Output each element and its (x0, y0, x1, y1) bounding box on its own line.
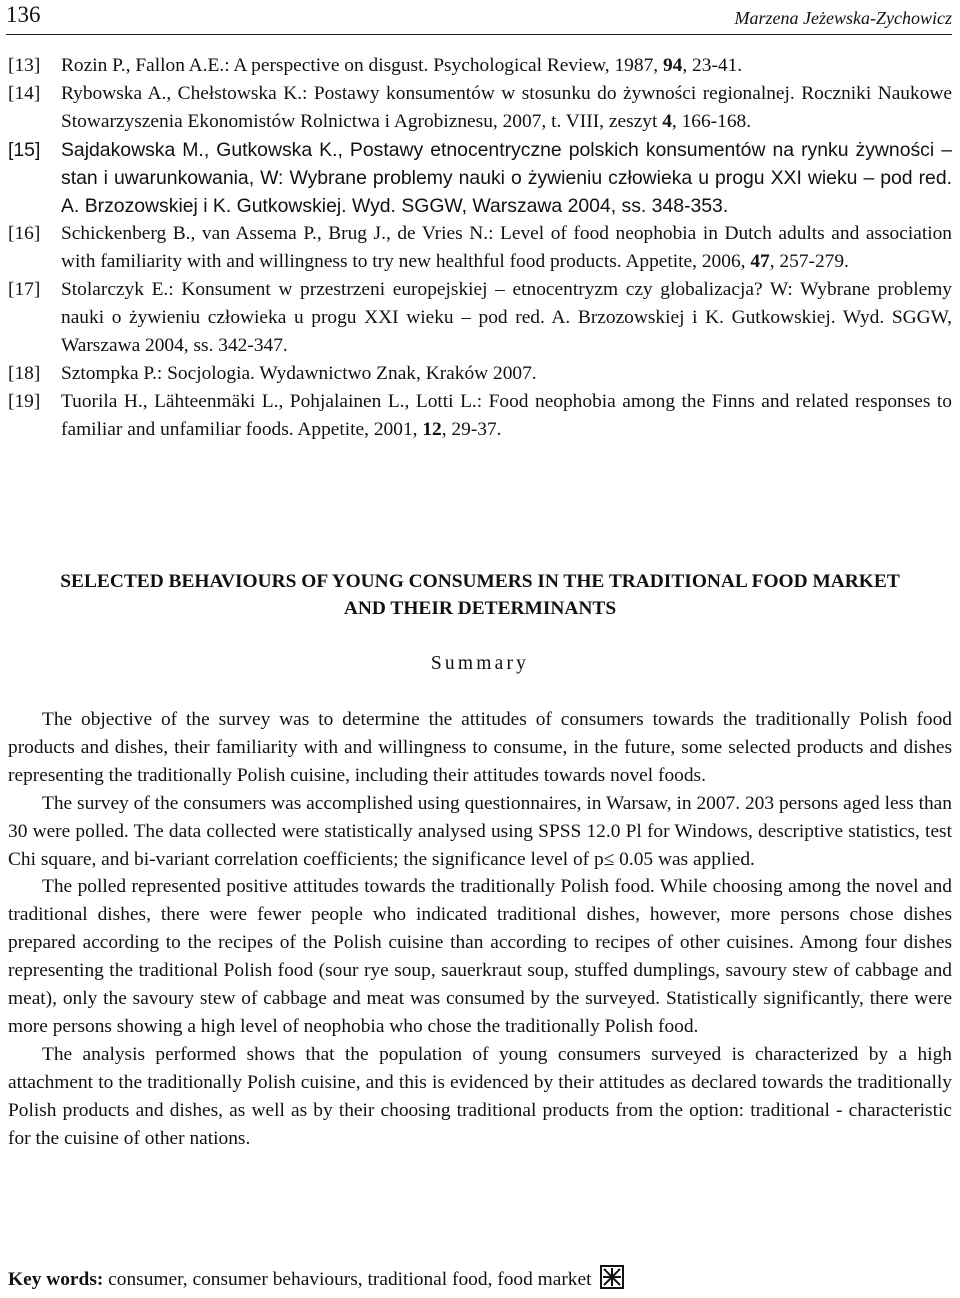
reference-text (61, 391, 952, 440)
end-of-article-mark-icon (600, 1265, 624, 1298)
keywords-line (8, 1265, 952, 1298)
running-head-author: Marzena Jeżewska-Zychowicz (734, 8, 952, 28)
reference-text-run: Rybowska A., Chełstowska K.: Postawy konsumentów w stosunku do żywności regionalnej. Roczniki Naukowe Stowarzyszenia Ekonomistów Rolnictwa i Agrobiznesu, 2007, t. VIII, zeszyt (61, 83, 952, 132)
summary-title: SELECTED BEHAVIOURS OF YOUNG CONSUMERS IN THE TRADITIONAL FOOD MARKET AND THEIR DETERMINANTS (60, 571, 900, 619)
reference-text (61, 223, 952, 272)
reference-list (8, 52, 952, 444)
summary-paragraph: The objective of the survey was to determine the attitudes of consumers towards the traditionally Polish food products and dishes, their familiarity with and willingness to consume, in the future, some selected products and dishes representing the traditionally Polish cuisine, including their attitudes towards novel foods. (8, 709, 952, 786)
reference-text-run: , 166-168. (671, 111, 752, 132)
summary-paragraph: The polled represented positive attitudes towards the traditionally Polish food. While choosing among the novel and traditional dishes, there were fewer people who indicated traditional dishes, however, more persons chose dishes prepared according to the recipes of the Polish cuisine than according to recipes of other cuisines. Among four dishes representing the traditional Polish food (sour rye soup, sauerkraut soup, stuffed dumplings, savoury stew of cabbage and meat), only the savoury stew of cabbage and meat was consumed by the surveyed. Statistically significantly, there were more persons showing a high level of neophobia who chose the traditionally Polish food. (8, 876, 952, 1037)
reference-number: [14] (8, 83, 41, 104)
reference-text-run: Schickenberg B., van Assema P., Brug J., de Vries N.: Level of food neophobia in Dutch adults and association with familiarity with and willingness to try new healthful food products. Appetite, 2006, (61, 223, 952, 272)
summary-paragraph: The analysis performed shows that the population of young consumers surveyed is characterized by a high attachment to the traditionally Polish cuisine, and this is evidenced by their attitudes as declared towards the traditionally Polish products and dishes, as well as by their choosing traditional products from the option: traditional - characteristic for the cuisine of other nations. (8, 1043, 952, 1149)
reference-number: [18] (8, 363, 41, 384)
reference-number: [16] (8, 223, 41, 244)
reference-item (8, 220, 952, 276)
reference-volume: 12 (422, 419, 442, 440)
reference-text (61, 279, 952, 356)
reference-volume: 47 (750, 251, 770, 272)
reference-volume: 4 (662, 111, 672, 132)
reference-text (61, 83, 952, 132)
reference-text-run: , 23-41. (682, 55, 743, 76)
reference-number: [13] (8, 55, 41, 76)
reference-item (8, 276, 952, 360)
reference-text-run: Sztompka P.: Socjologia. Wydawnictwo Znak, Kraków 2007. (61, 363, 537, 384)
reference-text-run: Tuorila H., Lähteenmäki L., Pohjalainen L., Lotti L.: Food neophobia among the Finns and related responses to familiar and unfamiliar foods. Appetite, 2001, (61, 391, 952, 440)
reference-text-run: , 29-37. (441, 419, 502, 440)
keywords-text: consumer, consumer behaviours, traditional food, food market (103, 1269, 592, 1290)
reference-item (8, 360, 952, 388)
reference-text-run: , 257-279. (769, 251, 849, 272)
reference-volume: 94 (662, 55, 683, 76)
summary-paragraph: The survey of the consumers was accomplished using questionnaires, in Warsaw, in 2007. 203 persons aged less than 30 were polled. The data collected were statistically analysed using SPSS 12.0 Pl for Windows, descriptive statistics, test Chi square, and bi-variant correlation coefficients; the significance level of p≤ 0.05 was applied. (8, 792, 952, 870)
reference-item (8, 52, 952, 80)
reference-item (8, 388, 952, 444)
reference-text (61, 363, 537, 384)
reference-item (8, 80, 952, 136)
reference-number: [15] (8, 139, 41, 161)
summary-body (8, 706, 952, 1153)
header-rule (6, 34, 952, 35)
page-number: 136 (6, 2, 41, 27)
reference-number: [19] (8, 391, 41, 412)
reference-item (8, 136, 952, 220)
reference-text (61, 55, 742, 76)
reference-text-run: Rozin P., Fallon A.E.: A perspective on disgust. Psychological Review, 1987, (61, 55, 663, 76)
reference-text (61, 139, 952, 217)
reference-text-run: Stolarczyk E.: Konsument w przestrzeni europejskiej – etnocentryzm czy globalizacja? W: Wybrane problemy nauki o żywieniu człowieka u progu XXI wieku – pod red. A. Brzozowskiej i K. Gutkowskiej. Wyd. SGGW, Warszawa 2004, ss. 342-347. (61, 279, 952, 356)
summary-heading: Summary (430, 653, 530, 674)
reference-number: [17] (8, 279, 41, 300)
reference-text-run: Sajdakowska M., Gutkowska K., Postawy etnocentryczne polskich konsumentów na rynku żywności – stan i uwarunkowania, W: Wybrane problemy nauki o żywieniu człowieka u progu XXI wieku – pod red. A. Brzozowskiej i K. Gutkowskiej. Wyd. SGGW, Warszawa 2004, ss. 348-353. (61, 139, 952, 217)
running-head (6, 0, 952, 32)
keywords-label: Key words: (8, 1269, 104, 1290)
